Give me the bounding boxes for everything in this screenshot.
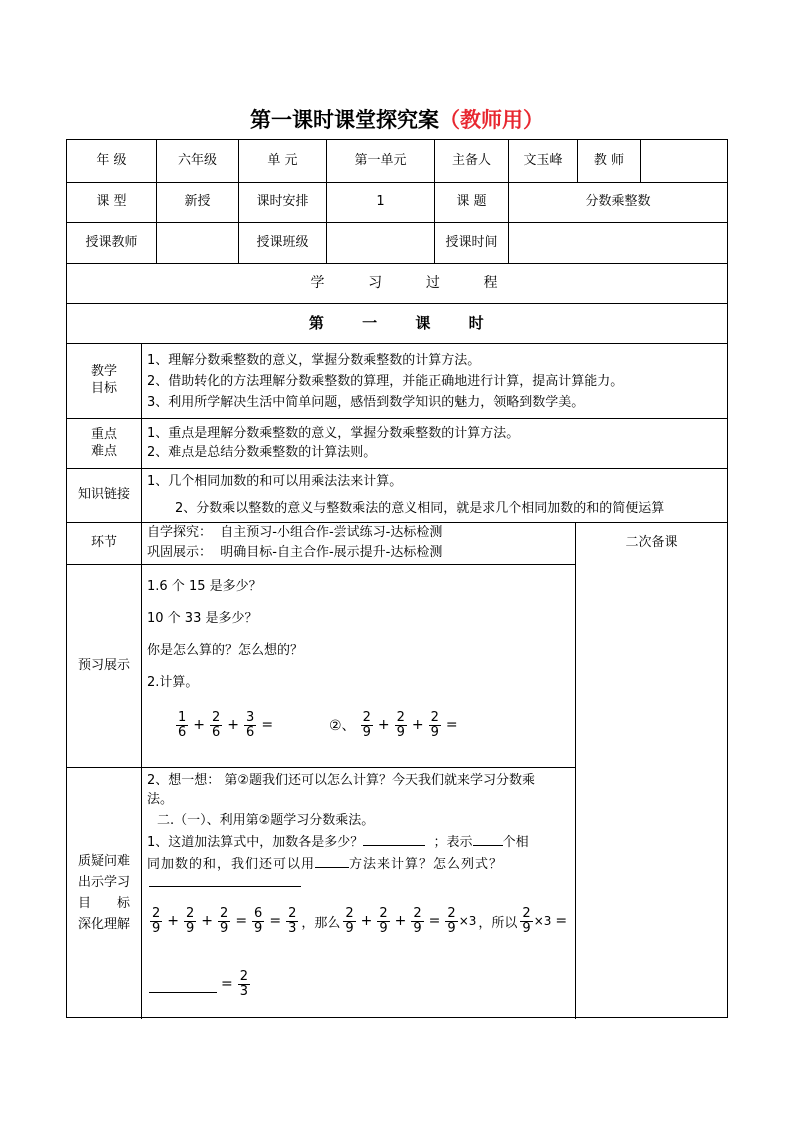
- teacher-label: 教 师: [593, 152, 625, 168]
- inquiry-text: 法。: [147, 792, 174, 807]
- lead-label: 主备人: [451, 152, 491, 168]
- inquiry-label: 质疑问难 出示学习 目 标 深化理解: [77, 854, 130, 932]
- goal-item: 2、借助转化的方法理解分数乘整数的算理，并能正确地进行计算，提高计算能力。: [147, 374, 624, 389]
- unit-label: 单 元: [267, 152, 298, 168]
- time-label: 授课时间: [445, 234, 498, 250]
- inquiry-text: 二.（一）、利用第②题学习分数乘法。: [157, 813, 375, 828]
- preview-question: 10 个 33 是多少？: [147, 611, 258, 626]
- unit-value: 第一单元: [354, 152, 407, 168]
- topic-value: 分数乘整数: [585, 194, 651, 210]
- instructor-label: 授课教师: [85, 234, 138, 250]
- preview-question: 1.6 个 15 是多少？: [147, 579, 262, 594]
- knowledge-label: 知识链接: [77, 487, 130, 503]
- lesson-plan-table: [66, 139, 728, 1018]
- inquiry-text: 1、这道加法算式中，加数各是多少？ ；表示 个相: [147, 835, 529, 850]
- class-label: 授课班级: [256, 234, 309, 250]
- page-title: 第一课时课堂探究案（教师用）: [250, 107, 544, 132]
- inquiry-text: 同加数的和，我们还可以用 方法来计算？怎么列式？: [147, 857, 504, 872]
- schedule-value: 1: [376, 194, 385, 210]
- goal-item: 3、利用所学解决生活中简单问题，感悟到数学知识的魅力，领略到数学美。: [147, 395, 585, 410]
- topic-label: 课 题: [456, 194, 487, 210]
- knowledge-item: 2、分数乘以整数的意义与整数乘法的意义相同，就是求几个相同加数的和的简便运算: [175, 501, 665, 516]
- preview-question: 2.计算。: [147, 675, 199, 690]
- inquiry-text: 2、想一想： 第②题我们还可以怎么计算？今天我们就来学习分数乘: [147, 773, 536, 788]
- type-value: 新授: [184, 194, 211, 210]
- schedule-label: 课时安排: [256, 194, 309, 210]
- key-point-item: 2、难点是总结分数乘整数的计算法则。: [147, 445, 377, 460]
- steps-label: 环节: [90, 535, 117, 551]
- process-heading: 学 习 过 程: [310, 275, 518, 292]
- key-points-label: 重点 难点: [90, 426, 117, 459]
- preview-label: 预习展示: [77, 657, 130, 673]
- derivation-expression: 2 9 + $\frac{2}{9}$ + $\frac{2}{9}$ = $\frac{6}{9}$ = $\frac{2}{3}$ ，那么 2 9 + $\frac{2}{9}$ + $\frac{2}{9}$ = $\frac{2}{9}$ ×3 ，所以 $\frac{2}{9}$ ×3 =: [152, 905, 568, 936]
- second-prep-label: 二次备课: [625, 535, 678, 551]
- knowledge-item: 1、几个相同加数的和可以用乘法法来计算。: [147, 474, 403, 489]
- grade-label: 年 级: [96, 152, 127, 168]
- preview-question: 你是怎么算的？怎么想的？: [147, 643, 304, 658]
- steps-line: 巩固展示： 明确目标-自主合作-展示提升-达标检测: [147, 545, 443, 560]
- answer-expression: = $\frac{2}{3}$: [149, 966, 251, 1002]
- lead-value: 文玉峰: [523, 152, 563, 168]
- key-point-item: 1、重点是理解分数乘整数的意义，掌握分数乘整数的计算方法。: [147, 426, 520, 441]
- goal-item: 1、理解分数乘整数的意义，掌握分数乘整数的计算方法。: [147, 353, 481, 368]
- steps-line: 自学探究： 自主预习-小组合作-尝试练习-达标检测: [147, 525, 443, 540]
- expression-2: ②、 2 9 + $\frac{2}{9}$ + $\frac{2}{9}$ =: [329, 709, 458, 740]
- grade-value: 六年级: [177, 152, 217, 168]
- expression-1: 1 6 + $\frac{2}{6}$ + $\frac{3}{6}$ =: [178, 709, 274, 740]
- goals-label: 教学 目标: [90, 364, 117, 396]
- lesson-heading: 第 一 课 时: [308, 313, 501, 332]
- answer-blank: [149, 886, 301, 887]
- type-label: 课 型: [96, 194, 127, 210]
